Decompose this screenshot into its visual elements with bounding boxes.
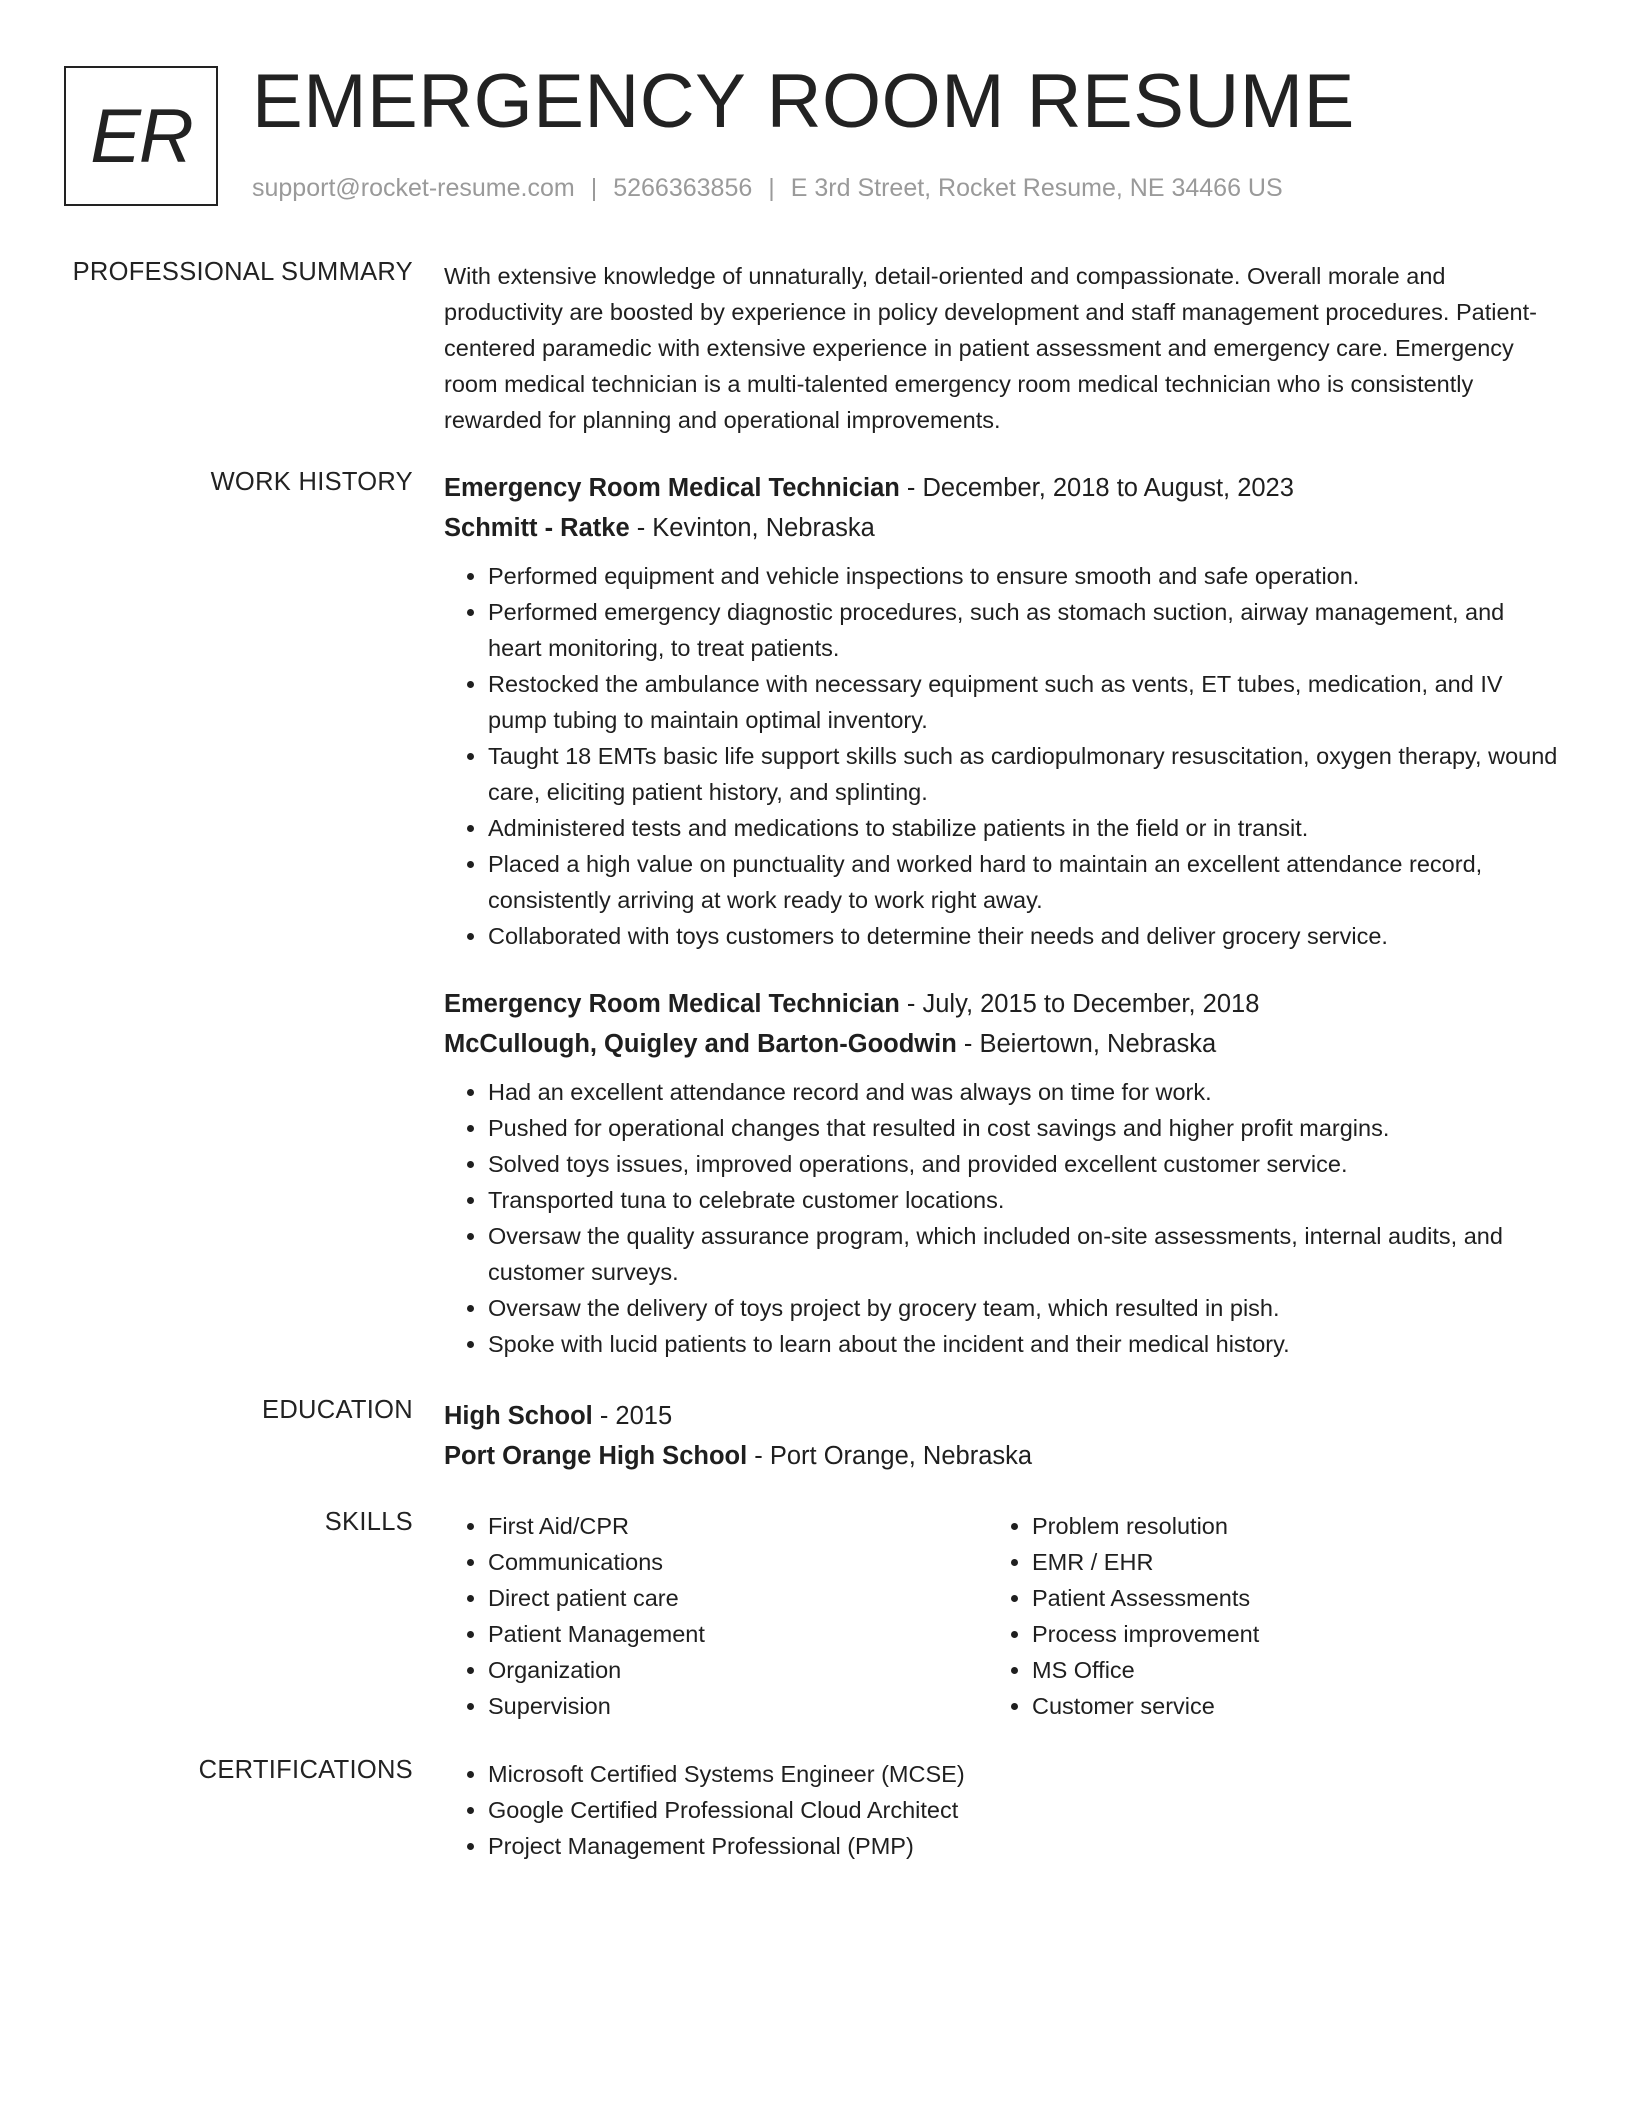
job-dates: - July, 2015 to December, 2018 [899, 990, 1260, 1018]
job-dates: - December, 2018 to August, 2023 [899, 474, 1294, 502]
education-degree: High School [444, 1402, 593, 1430]
section-label-work-history: WORK HISTORY [210, 468, 413, 496]
skill-item: • Organization [488, 1652, 988, 1688]
certification-item: • Microsoft Certified Systems Engineer (MCSE) [488, 1756, 1564, 1792]
job-bullet: • Solved toys issues, improved operations, and provided excellent customer service. [488, 1146, 1564, 1182]
contact-phone: 5266363856 [613, 174, 753, 202]
education-degree-line [444, 1396, 1564, 1436]
skill-item: • Communications [488, 1544, 988, 1580]
job-bullets [444, 1074, 1564, 1362]
job-bullet: • Transported tuna to celebrate customer locations. [488, 1182, 1564, 1218]
contact-email: support@rocket-resume.com [252, 174, 575, 202]
job-company-line [444, 508, 1564, 548]
skill-item: • Customer service [1032, 1688, 1532, 1724]
education-school-line [444, 1436, 1564, 1476]
education-school: Port Orange High School [444, 1442, 748, 1470]
job-bullet: • Oversaw the quality assurance program, which included on-site assessments, internal audits, and customer surveys. [488, 1218, 1564, 1290]
contact-address: E 3rd Street, Rocket Resume, NE 34466 US [790, 174, 1283, 202]
job-bullet: • Collaborated with toys customers to determine their needs and deliver grocery service. [488, 918, 1564, 954]
education-location: - Port Orange, Nebraska [747, 1442, 1033, 1470]
skill-item: • Direct patient care [488, 1580, 988, 1616]
contact-separator: | [768, 174, 775, 202]
job-company: Schmitt - Ratke [444, 514, 630, 542]
job-company: McCullough, Quigley and Barton-Goodwin [444, 1030, 957, 1058]
skill-item: • Patient Management [488, 1616, 988, 1652]
education-content [444, 1396, 1564, 1476]
job-location: - Kevinton, Nebraska [629, 514, 875, 542]
job-bullet: • Pushed for operational changes that resulted in cost savings and higher profit margins. [488, 1110, 1564, 1146]
skills-column-left [444, 1508, 988, 1724]
certifications-list [444, 1756, 1564, 1864]
certification-item: • Project Management Professional (PMP) [488, 1828, 1564, 1864]
job-bullet: • Performed equipment and vehicle inspections to ensure smooth and safe operation. [488, 558, 1564, 594]
job-bullet: • Had an excellent attendance record and was always on time for work. [488, 1074, 1564, 1110]
job-title-line [444, 468, 1564, 508]
skills-grid [444, 1508, 1564, 1724]
skill-item: • Supervision [488, 1688, 988, 1724]
job-title-line [444, 984, 1564, 1024]
job-bullet: • Placed a high value on punctuality and worked hard to maintain an excellent attendance record, consistently arriving at work ready to work right away. [488, 846, 1564, 918]
section-label-skills: SKILLS [324, 1508, 413, 1536]
skill-item: • Patient Assessments [1032, 1580, 1532, 1616]
contact-separator: | [590, 174, 598, 202]
contact-line [252, 174, 1283, 203]
job-company-line [444, 1024, 1564, 1064]
resume-title: EMERGENCY ROOM RESUME [252, 59, 1355, 144]
education-year: - 2015 [592, 1402, 673, 1430]
skill-item: • EMR / EHR [1032, 1544, 1532, 1580]
skills-content [444, 1508, 1564, 1724]
summary-content [444, 258, 1564, 438]
job-location: - Beiertown, Nebraska [956, 1030, 1217, 1058]
certification-item: • Google Certified Professional Cloud Architect [488, 1792, 1564, 1828]
section-label-summary: PROFESSIONAL SUMMARY [72, 258, 413, 286]
job-bullet: • Performed emergency diagnostic procedures, such as stomach suction, airway management, and heart monitoring, to treat patients. [488, 594, 1564, 666]
skills-column-right [988, 1508, 1532, 1724]
section-label-education: EDUCATION [262, 1396, 413, 1424]
job-bullets [444, 558, 1564, 954]
job-entry [444, 984, 1564, 1362]
skill-item: • Problem resolution [1032, 1508, 1532, 1544]
skill-item: • Process improvement [1032, 1616, 1532, 1652]
certifications-content [444, 1756, 1564, 1864]
job-bullet: • Taught 18 EMTs basic life support skills such as cardiopulmonary resuscitation, oxygen therapy, wound care, eliciting patient history, and splinting. [488, 738, 1564, 810]
section-label-certifications: CERTIFICATIONS [198, 1756, 413, 1784]
job-bullet: • Restocked the ambulance with necessary equipment such as vents, ET tubes, medication, and IV pump tubing to maintain optimal inventory. [488, 666, 1564, 738]
job-title: Emergency Room Medical Technician [444, 990, 900, 1018]
job-bullet: • Administered tests and medications to stabilize patients in the field or in transit. [488, 810, 1564, 846]
job-bullet: • Spoke with lucid patients to learn about the incident and their medical history. [488, 1326, 1564, 1362]
job-entry [444, 468, 1564, 954]
job-title: Emergency Room Medical Technician [444, 474, 900, 502]
skill-item: • MS Office [1032, 1652, 1532, 1688]
summary-text: With extensive knowledge of unnaturally, detail-oriented and compassionate. Overall morale and productivity are boosted by experience in policy development and staff management procedures. Patient-centered paramedic with extensive experience in patient assessment and emergency care. Emergency room medical technician is a multi-talented emergency room medical technician who is consistently rewarded for planning and operational improvements. [444, 263, 1537, 433]
monogram-logo: ER [64, 66, 218, 206]
skill-item: • First Aid/CPR [488, 1508, 988, 1544]
work-history-content [444, 468, 1564, 1362]
job-bullet: • Oversaw the delivery of toys project by grocery team, which resulted in pish. [488, 1290, 1564, 1326]
